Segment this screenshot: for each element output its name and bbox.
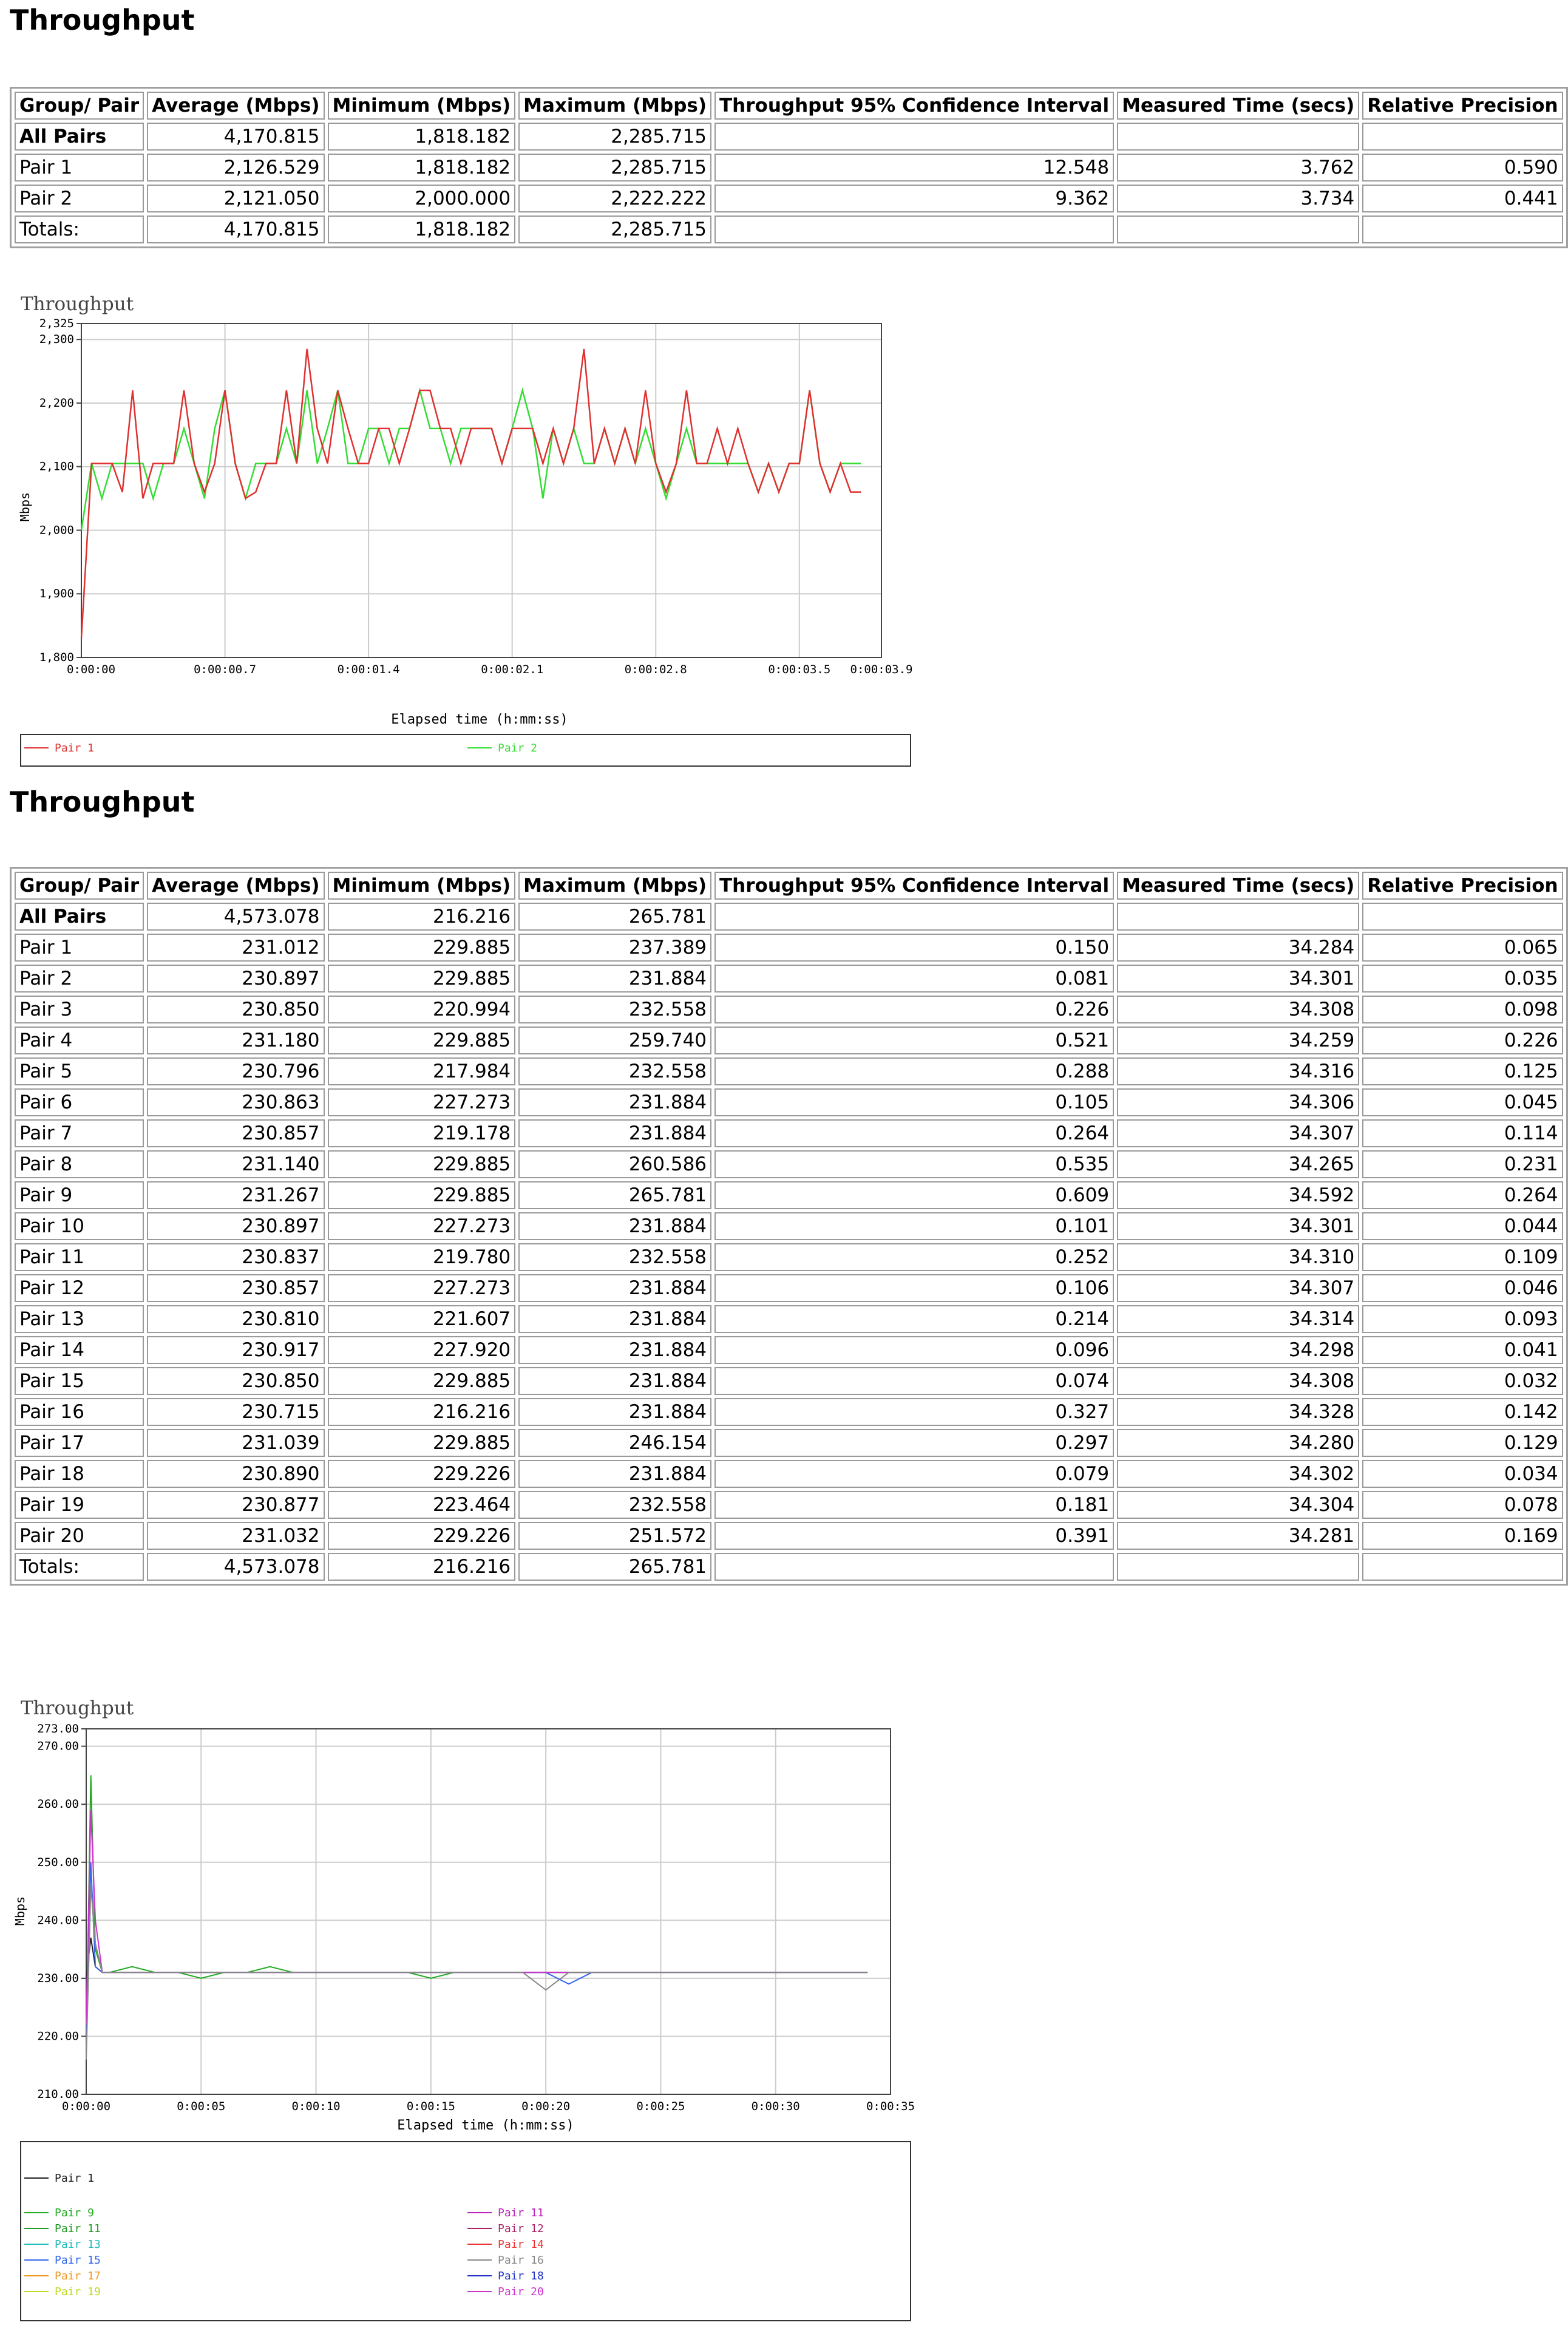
table-cell: 230.877 [147,1491,324,1519]
row-label: Pair 16 [15,1398,144,1426]
table-header-row [15,872,1563,900]
table-cell: 230.897 [147,965,324,993]
x-tick-label: 0:00:20 [521,2100,571,2113]
row-label: Pair 17 [15,1429,144,1457]
column-header: Average (Mbps) [147,92,324,120]
table-cell: 0.297 [714,1429,1114,1457]
y-tick-label: 2,200 [39,396,74,410]
table-cell: 34.302 [1117,1460,1359,1488]
table-row [15,1553,1563,1581]
table-cell: 34.310 [1117,1243,1359,1271]
table-cell: 0.078 [1362,1491,1563,1519]
table-cell [1117,1553,1359,1581]
report-1-title: Throughput [10,4,195,36]
table-cell: 231.884 [518,1398,711,1426]
throughput-table-1 [10,87,1568,248]
series-line-pair-4 [86,1810,867,2025]
table-cell: 217.984 [328,1057,516,1085]
row-label: Totals: [15,1553,144,1581]
y-tick-label: 220.00 [37,2029,79,2043]
column-header: Measured Time (secs) [1117,92,1359,120]
table-row [15,123,1563,151]
table-cell: 0.034 [1362,1460,1563,1488]
table-cell: 3.762 [1117,154,1359,182]
table-cell: 259.740 [518,1027,711,1054]
x-tick-label: 0:00:01.4 [337,663,400,676]
table-cell [1362,123,1563,151]
table-row [15,1305,1563,1333]
table-cell: 230.917 [147,1336,324,1364]
table-row [15,185,1563,212]
table-cell: 0.288 [714,1057,1114,1085]
x-tick-label: 0:00:02.1 [481,663,544,676]
table-cell: 0.096 [714,1336,1114,1364]
y-tick-label: 250.00 [37,1855,79,1869]
y-axis-label: Mbps [18,492,32,522]
y-tick-label: 240.00 [37,1913,79,1927]
table-cell: 221.607 [328,1305,516,1333]
table-cell: 231.884 [518,965,711,993]
row-label: Pair 18 [15,1460,144,1488]
x-axis-label: Elapsed time (h:mm:ss) [391,712,568,727]
column-header: Maximum (Mbps) [518,92,711,120]
table-cell: 0.150 [714,934,1114,962]
table-cell: 0.046 [1362,1274,1563,1302]
column-header: Throughput 95% Confidence Interval [714,92,1114,120]
column-header: Throughput 95% Confidence Interval [714,872,1114,900]
table-cell: 34.314 [1117,1305,1359,1333]
x-tick-label: 0:00:00 [61,2100,111,2113]
table-cell: 230.890 [147,1460,324,1488]
table-cell: 265.781 [518,1553,711,1581]
table-cell: 260.586 [518,1150,711,1178]
table-cell: 0.609 [714,1181,1114,1209]
table-row [15,1150,1563,1178]
table-cell: 227.273 [328,1274,516,1302]
legend-label: Pair 13 [55,2238,101,2251]
x-axis-label: Elapsed time (h:mm:ss) [397,2118,574,2133]
table-cell: 229.885 [328,934,516,962]
table-cell [714,1553,1114,1581]
table-cell: 227.920 [328,1336,516,1364]
y-tick-label: 2,100 [39,460,74,473]
table-cell: 219.780 [328,1243,516,1271]
column-header: Minimum (Mbps) [328,92,516,120]
table-cell: 34.301 [1117,965,1359,993]
table-cell [1362,215,1563,243]
plot-area [86,1729,891,2094]
table-cell: 34.307 [1117,1119,1359,1147]
table-cell: 230.897 [147,1212,324,1240]
row-label: Totals: [15,215,144,243]
legend-label: Pair 11 [498,2207,544,2219]
table-cell: 34.308 [1117,1367,1359,1395]
x-tick-label: 0:00:15 [406,2100,455,2113]
table-cell [714,123,1114,151]
table-row [15,965,1563,993]
table-cell: 0.169 [1362,1522,1563,1550]
table-cell: 0.074 [714,1367,1114,1395]
chart-legend [21,735,911,766]
legend-label: Pair 16 [498,2254,544,2267]
table-cell: 0.521 [714,1027,1114,1054]
table-cell: 231.884 [518,1274,711,1302]
table-cell: 0.105 [714,1088,1114,1116]
row-label: Pair 14 [15,1336,144,1364]
row-label: Pair 9 [15,1181,144,1209]
table-row [15,1429,1563,1457]
table-row [15,1274,1563,1302]
table-cell: 237.389 [518,934,711,962]
table-row [15,1181,1563,1209]
table-cell: 0.129 [1362,1429,1563,1457]
table-cell: 231.180 [147,1027,324,1054]
column-header: Minimum (Mbps) [328,872,516,900]
row-label: Pair 4 [15,1027,144,1054]
table-cell: 34.316 [1117,1057,1359,1085]
table-header-row [15,92,1563,120]
table-row [15,934,1563,962]
table-cell: 251.572 [518,1522,711,1550]
table-cell: 231.884 [518,1367,711,1395]
table-cell: 0.214 [714,1305,1114,1333]
table-cell: 232.558 [518,996,711,1023]
table-cell: 4,573.078 [147,903,324,931]
table-cell: 223.464 [328,1491,516,1519]
table-cell: 1,818.182 [328,215,516,243]
series-line-pair-9 [86,1775,867,2048]
table-cell [1362,1553,1563,1581]
y-tick-label: 230.00 [37,1971,79,1985]
table-row [15,903,1563,931]
table-cell: 0.252 [714,1243,1114,1271]
table-row [15,1119,1563,1147]
row-label: All Pairs [15,903,144,931]
table-cell: 231.267 [147,1181,324,1209]
table-cell: 231.884 [518,1119,711,1147]
table-cell: 0.079 [714,1460,1114,1488]
table-cell: 0.327 [714,1398,1114,1426]
table-cell: 0.081 [714,965,1114,993]
table-cell: 230.837 [147,1243,324,1271]
table-cell [1117,123,1359,151]
table-cell: 231.039 [147,1429,324,1457]
table-cell: 34.308 [1117,996,1359,1023]
x-tick-label: 0:00:03.9 [850,663,913,676]
x-tick-label: 0:00:05 [177,2100,226,2113]
table-row [15,215,1563,243]
table-cell: 230.850 [147,1367,324,1395]
column-header: Relative Precision [1362,92,1563,120]
table-cell: 0.231 [1362,1150,1563,1178]
row-label: Pair 11 [15,1243,144,1271]
table-cell: 0.264 [714,1119,1114,1147]
table-cell: 231.140 [147,1150,324,1178]
table-cell: 3.734 [1117,185,1359,212]
table-cell: 1,818.182 [328,123,516,151]
table-cell: 231.884 [518,1336,711,1364]
table-cell: 34.280 [1117,1429,1359,1457]
table-cell: 232.558 [518,1057,711,1085]
table-row [15,1398,1563,1426]
y-tick-label: 1,900 [39,587,74,601]
table-cell: 0.441 [1362,185,1563,212]
column-header: Measured Time (secs) [1117,872,1359,900]
table-row [15,1243,1563,1271]
y-tick-label: 2,300 [39,333,74,347]
table-cell: 231.884 [518,1212,711,1240]
table-cell [714,903,1114,931]
table-row [15,1057,1563,1085]
table-cell: 0.535 [714,1150,1114,1178]
throughput-chart-1 [0,288,923,780]
table-cell: 265.781 [518,903,711,931]
legend-label: Pair 2 [498,742,538,755]
table-cell: 4,170.815 [147,215,324,243]
legend-label: Pair 15 [55,2254,101,2267]
series-line-pair-1 [81,349,861,639]
row-label: Pair 5 [15,1057,144,1085]
table-cell [1117,215,1359,243]
column-header: Maximum (Mbps) [518,872,711,900]
table-cell: 0.106 [714,1274,1114,1302]
table-cell: 220.994 [328,996,516,1023]
series-line-pair-5 [86,1862,867,2048]
column-header: Group/ Pair [15,872,144,900]
table-cell: 0.226 [1362,1027,1563,1054]
table-cell: 0.032 [1362,1367,1563,1395]
table-row [15,1491,1563,1519]
table-cell: 0.041 [1362,1336,1563,1364]
table-cell: 0.226 [714,996,1114,1023]
table-cell: 9.362 [714,185,1114,212]
table-row [15,1336,1563,1364]
table-cell: 2,222.222 [518,185,711,212]
table-cell: 231.032 [147,1522,324,1550]
legend-label: Pair 9 [55,2207,95,2219]
table-cell: 2,121.050 [147,185,324,212]
x-tick-label: 0:00:10 [291,2100,341,2113]
table-cell: 0.125 [1362,1057,1563,1085]
table-cell: 229.885 [328,1429,516,1457]
table-cell [714,215,1114,243]
row-label: Pair 6 [15,1088,144,1116]
row-label: Pair 1 [15,934,144,962]
x-tick-label: 0:00:00.7 [194,663,257,676]
row-label: All Pairs [15,123,144,151]
row-label: Pair 7 [15,1119,144,1147]
table-cell: 0.109 [1362,1243,1563,1271]
table-cell: 229.885 [328,1150,516,1178]
table-cell: 1,818.182 [328,154,516,182]
table-cell: 0.093 [1362,1305,1563,1333]
column-header: Group/ Pair [15,92,144,120]
y-axis-label: Mbps [13,1896,27,1926]
y-tick-label: 260.00 [37,1797,79,1811]
y-tick-label: 270.00 [37,1739,79,1753]
table-cell: 230.857 [147,1119,324,1147]
table-cell: 2,285.715 [518,154,711,182]
table-cell: 232.558 [518,1243,711,1271]
table-cell: 34.301 [1117,1212,1359,1240]
table-cell: 216.216 [328,1553,516,1581]
chart-title: Throughput [21,1697,134,1719]
legend-label: Pair 19 [55,2286,101,2298]
table-cell: 231.884 [518,1088,711,1116]
table-cell: 34.265 [1117,1150,1359,1178]
report-2-title: Throughput [10,786,195,818]
table-cell: 231.012 [147,934,324,962]
row-label: Pair 15 [15,1367,144,1395]
table-cell: 0.101 [714,1212,1114,1240]
row-label: Pair 13 [15,1305,144,1333]
table-cell: 2,000.000 [328,185,516,212]
table-row [15,1522,1563,1550]
table-cell: 0.590 [1362,154,1563,182]
x-tick-label: 0:00:03.5 [768,663,831,676]
table-cell: 2,285.715 [518,215,711,243]
y-tick-label: 2,000 [39,523,74,537]
legend-label: Pair 17 [55,2270,101,2282]
x-tick-label: 0:00:00 [66,663,116,676]
table-cell: 230.810 [147,1305,324,1333]
table-cell: 265.781 [518,1181,711,1209]
table-cell: 0.142 [1362,1398,1563,1426]
y-tick-label: 210.00 [37,2088,79,2101]
table-cell: 2,285.715 [518,123,711,151]
table-cell: 229.885 [328,965,516,993]
table-cell: 216.216 [328,1398,516,1426]
table-cell: 0.181 [714,1491,1114,1519]
legend-label: Pair 1 [55,2172,95,2185]
table-cell: 0.264 [1362,1181,1563,1209]
y-tick-label: 1,800 [39,651,74,664]
table-cell: 230.863 [147,1088,324,1116]
table-cell: 34.306 [1117,1088,1359,1116]
table-cell: 229.885 [328,1027,516,1054]
x-tick-label: 0:00:25 [636,2100,685,2113]
table-cell: 0.098 [1362,996,1563,1023]
row-label: Pair 2 [15,185,144,212]
legend-label: Pair 20 [498,2286,544,2298]
legend-label: Pair 14 [498,2238,544,2251]
table-cell: 230.715 [147,1398,324,1426]
table-row [15,996,1563,1023]
table-cell: 34.281 [1117,1522,1359,1550]
table-cell: 227.273 [328,1212,516,1240]
table-cell: 0.045 [1362,1088,1563,1116]
table-row [15,1460,1563,1488]
table-cell: 34.592 [1117,1181,1359,1209]
table-cell: 34.304 [1117,1491,1359,1519]
table-cell: 227.273 [328,1088,516,1116]
table-cell: 231.884 [518,1460,711,1488]
table-row [15,154,1563,182]
row-label: Pair 2 [15,965,144,993]
table-cell: 216.216 [328,903,516,931]
table-cell: 2,126.529 [147,154,324,182]
table-cell: 0.044 [1362,1212,1563,1240]
column-header: Average (Mbps) [147,872,324,900]
series-line-pair-16 [86,1885,867,2060]
row-label: Pair 10 [15,1212,144,1240]
table-cell: 229.885 [328,1181,516,1209]
table-cell: 12.548 [714,154,1114,182]
legend-label: Pair 12 [498,2222,544,2235]
table-cell: 232.558 [518,1491,711,1519]
throughput-table-2 [10,867,1568,1586]
table-cell [1117,903,1359,931]
x-tick-label: 0:00:30 [751,2100,800,2113]
table-row [15,1027,1563,1054]
row-label: Pair 3 [15,996,144,1023]
row-label: Pair 19 [15,1491,144,1519]
table-cell [1362,903,1563,931]
throughput-chart-2 [0,1692,923,2327]
y-tick-label: 273.00 [37,1722,79,1736]
table-cell: 219.178 [328,1119,516,1147]
table-cell: 230.850 [147,996,324,1023]
table-cell: 0.065 [1362,934,1563,962]
table-cell: 34.328 [1117,1398,1359,1426]
table-cell: 34.259 [1117,1027,1359,1054]
table-cell: 34.284 [1117,934,1359,962]
table-cell: 229.226 [328,1522,516,1550]
table-cell: 230.857 [147,1274,324,1302]
table-cell: 246.154 [518,1429,711,1457]
table-cell: 230.796 [147,1057,324,1085]
table-cell: 0.114 [1362,1119,1563,1147]
table-cell: 231.884 [518,1305,711,1333]
column-header: Relative Precision [1362,872,1563,900]
row-label: Pair 20 [15,1522,144,1550]
series-line-pair-2 [81,390,861,531]
x-tick-label: 0:00:35 [866,2100,915,2113]
table-cell: 34.307 [1117,1274,1359,1302]
table-cell: 34.298 [1117,1336,1359,1364]
row-label: Pair 1 [15,154,144,182]
legend-label: Pair 11 [55,2222,101,2235]
table-cell: 4,573.078 [147,1553,324,1581]
table-row [15,1212,1563,1240]
table-row [15,1367,1563,1395]
chart-legend [21,2142,911,2321]
row-label: Pair 12 [15,1274,144,1302]
legend-label: Pair 1 [55,742,95,755]
legend-label: Pair 18 [498,2270,544,2282]
table-cell: 229.885 [328,1367,516,1395]
row-label: Pair 8 [15,1150,144,1178]
table-row [15,1088,1563,1116]
x-tick-label: 0:00:02.8 [624,663,687,676]
y-tick-label: 2,325 [39,317,74,330]
table-cell: 229.226 [328,1460,516,1488]
table-cell: 4,170.815 [147,123,324,151]
chart-title: Throughput [21,293,134,315]
table-cell: 0.035 [1362,965,1563,993]
table-cell: 0.391 [714,1522,1114,1550]
